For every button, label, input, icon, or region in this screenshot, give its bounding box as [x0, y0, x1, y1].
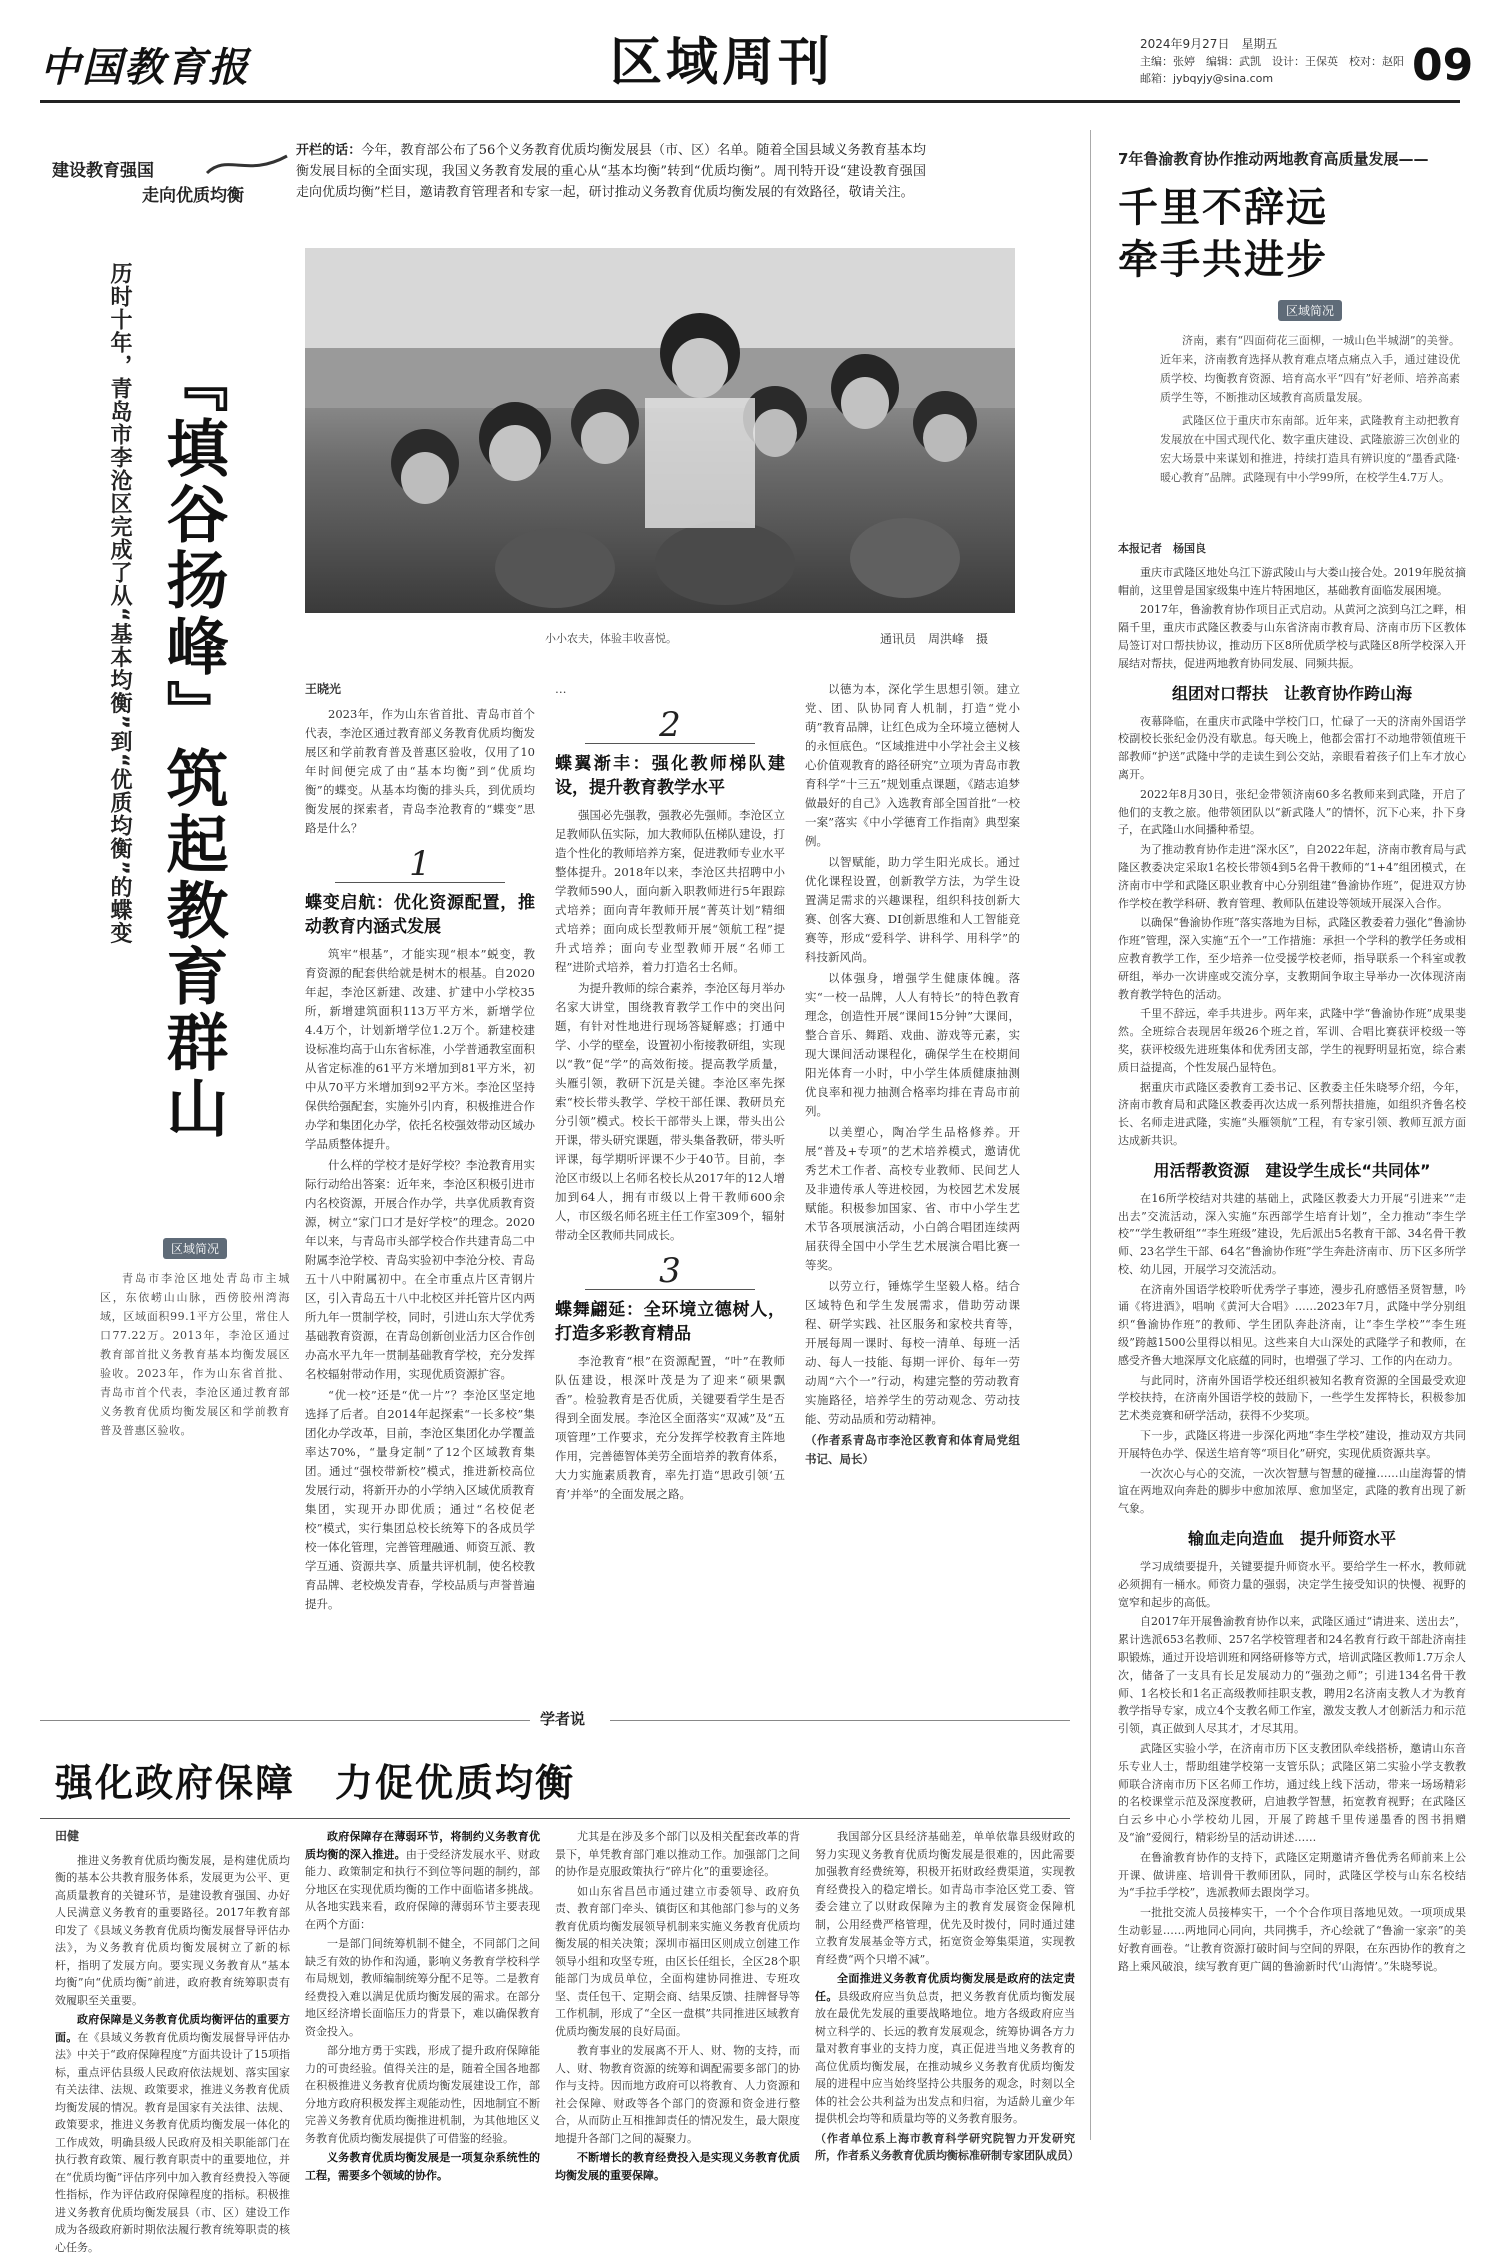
scholar-p7: 如山东省昌邑市通过建立市委领导、政府负责、教育部门牵头、镇街区和其他部门参与的义务教育优质均衡发展领导机制来实施义务教育优质均衡发展的相关决策；深圳市福田区则成立创建工作领导小组和攻坚专班，由区长任组长，全区28个职能部门为成员单位，全面构建协同推进、专班攻坚、责任包干、定期会商、结果反馈、挂牌督导等工作机制，形成了“全区一盘棋”共同推进区域教育优质均衡发展的良好局面。: [555, 1884, 800, 2038]
scholar-headline: 强化政府保障 力促优质均衡: [55, 1761, 576, 1805]
photo-caption: 小小农夫，体验丰收喜悦。: [545, 632, 677, 645]
main-right-divider: [1090, 130, 1091, 2140]
paper-name: 中国教育报: [40, 44, 250, 91]
sec1-title: 蝶变启航：优化资源配置，推动教育内涵式发展: [305, 893, 535, 937]
main-subtitle: 历时十年，青岛市李沧区完成了从“基本均衡”到“优质均衡”的蝶变: [107, 262, 132, 945]
scholar-p5: 部分地方勇于实践，形成了提升政府保障能力的可贵经验。值得关注的是，随着全国各地都在积极推进义务教育优质均衡发展建设工作，部分地方政府积极发挥主观能动性，因地制宜不断完善义务教育优质均衡推进机制，为其他地区义务教育优质均衡发展提供了可借鉴的经验。: [305, 2044, 540, 2145]
scholar-col-4: [815, 1828, 1079, 2162]
main-headline: 『填谷扬峰』筑起教育群山: [156, 350, 229, 1142]
region-box-left: [100, 1238, 290, 1440]
right-p18: 一批批交流人员接棒实干，一个个合作项目落地见效。一项项成果生动彰显……两地同心同向，共同携手，齐心绘就了“鲁渝一家亲”的美好教育画卷。“让教育资源打破时间与空间的界限，在东西协作的教育之路上乘风破浪，续写教育更广阔的鲁渝新时代‘山海情’。”朱晓琴说。: [1118, 1906, 1466, 1973]
main-author: 王晓光: [305, 682, 342, 696]
sec1-p1: 筑牢“根基”，才能实现“根本”蜕变，教育资源的配套供给就是树木的根基。自2020年起，李沧区新建、改建、扩建中小学校35所，新增建筑面积113万平方米，新增学位4.4万个，计划新增学位1.2万个。新建校建设标准均高于山东省标准，小学普通教室面积从省定标准的61平方米增加到81平方米，初中从70平方米增加到92平方米。李沧区坚持保供给强配套，实施外引内育，积极推进合作办学和集团化办学，依托名校强效带动区域办学品质整体提升。: [305, 947, 535, 1151]
scholar-p2: 在《县域义务教育优质均衡发展督导评估办法》中关于“政府保障程度”方面共设计了15项指标，重点评估县级人民政府依法规划、落实国家有关法律、法规、政策要求，推进义务教育优质均衡发展的情况。教育是国家有关法律、法规、政策要求，推进义务教育优质均衡发展一体化的工作成效，明确县级人民政府及相关职能部门在执行教育政策、履行教育职责中的重要地位，并在“优质均衡”评估序列中加入教育经费投入等硬性指标，作为评估政府保障程度的指标。积极推进义务教育优质均衡发展县（市、区）建设工作成为各级政府新时期依法履行教育统筹职责的核心任务。: [55, 2030, 291, 2254]
right-p15: 自2017年开展鲁渝教育协作以来，武隆区通过“请进来、送出去”，累计选派653名教师、257名学校管理者和24名教育行政干部赴济南挂职锻炼，通过开设培训班和网络研修等方式，培训武隆区教师1.7万余人次，储备了一支具有长足发展动力的“强劲之师”；引进134名骨干教师、1名校长和1名正高级教师挂职支教，聘用2名济南支教人才为教育教学指导专家，成立4个支教名师工作室，激发支教人才创新活力和示范引领，真正做到人尽其才，才尽其用。: [1118, 1615, 1466, 1736]
region-tag-left: 区域简况: [163, 1238, 227, 1259]
right-p17: 在鲁渝教育协作的支持下，武隆区定期邀请齐鲁优秀名师前来上公开课、做讲座、培训骨干教师团队，同时，武隆区学校与山东名校结为“手拉手学校”，选派教师去跟岗学习。: [1118, 1850, 1466, 1900]
sec3-p4: 以体强身，增强学生健康体魄。落实“一校一品牌，人人有特长”的特色教育理念，创造性开展“课间15分钟”大课间，整合音乐、舞蹈、戏曲、游戏等元素，实现大课间活动课程化，确保学生在校期间阳光体育一小时，中小学生体质健康抽测优良率和视力抽测合格率均排在青岛市前列。: [805, 971, 1020, 1118]
sec2-p2: 为提升教师的综合素养，李沧区每月举办名家大讲堂，围绕教育教学工作中的突出问题，有针对性地进行现场答疑解惑；打通中学、小学的壁垒，设置初小衔接教研组，实现以“教”促“学”的高效衔接。提高教学质量，头雁引领，教研下沉是关键。李沧区率先探索“校长带头教学、学校干部任课、教研员充分引领”模式。校长干部带头上课，带头出公开课，带头研究课题，带头集备教研，带头听评课，每学期听评课不少于40节。目前，李沧区市级以上名师名校长从2017年的12人增加到64人，拥有市级以上骨干教师600余人，市区级名师名班主任工作室309个，辐射带动全区教师共同成长。: [555, 981, 785, 1242]
sec3-p5: 以美塑心，陶冶学生品格修养。开展“普及+专项”的艺术培养模式，邀请优秀艺术工作者、高校专业教师、民间艺人及非遗传承人等进校园，为校园艺术发展赋能。积极参加国家、省、市中小学生艺术节各项展演活动，小白鸽合唱团连续两届获得全国中小学生艺术展演合唱比赛一等奖。: [805, 1125, 1020, 1272]
right-col: [1118, 540, 1466, 2152]
brush-wave-icon: [202, 148, 292, 178]
region-right-p2: 武隆区位于重庆市东南部。近年来，武隆教育主动把教育发展放在中国式现代化、数字重庆建设、武隆旅游三次创业的宏大场景中来谋划和推进，持续打造具有辨识度的“墨香武隆·暖心教育”品牌。武隆现有中小学99所，在校学生4.7万人。: [1160, 414, 1460, 484]
sec1-p3: “优一校”还是“优一片”？李沧区坚定地选择了后者。自2014年起探索“一长多校”集团化办学改革，目前，李沧区集团化办学覆盖率达70%，“量身定制”了12个区域教育集团。通过“强校带新校”模式，推进新校高位发展行动，将新开办的小学纳入区域优质教育集团，实现开办即优质；通过“名校促老校”模式，实行集团总校长统筹下的各成员学校一体化管理，完善管理融通、师资互派、教学互通、资源共享、质量共评机制，使名校教育品牌、老校焕发青春，学校品质与声誉普遍提升。: [305, 1388, 535, 1611]
scholar-p6-bold: 义务教育优质均衡发展是一项复杂系统性的工程，需要多个领域的协作。: [305, 2151, 540, 2182]
scholar-rule-left: [40, 1720, 530, 1721]
region-tag-right: 区域简况: [1278, 300, 1342, 321]
column-logo-line2: 走向优质均衡: [142, 186, 244, 206]
sec1-p3-cont: …: [555, 682, 567, 696]
region-right-p1: 济南，素有“四面荷花三面柳，一城山色半城湖”的美誉。近年来，济南教育选择从教育难点堵点痛点入手，通过建设优质学校、均衡教育资源、培育高水平“四有”好老师、培养高素质学生等，不断推动区域教育高质量发展。: [1160, 334, 1460, 404]
editor-credits: 主编：张婷 编辑：武凯 设计：王保英 校对：赵阳: [1140, 55, 1404, 68]
right-headline: [1118, 182, 1328, 286]
right-p1: 重庆市武隆区地处乌江下游武陵山与大娄山接合处。2019年脱贫摘帽前，这里曾是国家级集中连片特困地区，基础教育面临发展困境。: [1118, 565, 1466, 597]
sec3-title: 蝶舞翩延：全环境立德树人，打造多彩教育精品: [555, 1300, 785, 1344]
right-p14: 学习成绩要提升，关键要提升师资水平。要给学生一杯水，教师就必须拥有一桶水。师资力量的强弱，决定学生接受知识的快慢、视野的宽窄和起步的高低。: [1118, 1560, 1466, 1609]
right-p13: 一次次心与心的交流，一次次智慧与智慧的碰撞……山崖海誓的情谊在两地双向奔赴的脚步中愈加浓厚、愈加坚定，武隆的教育出现了新气象。: [1118, 1466, 1466, 1516]
right-p5: 为了推动教育协作走进“深水区”，自2022年起，济南市教育局与武隆区教委决定采取1名校长带领4到5名骨干教师的“1+4”组团模式，在济南市中学和武隆区职业教育中心分别组建“鲁渝协作班”，促进双方协作学校在教学科研、教育管理、教师队伍建设等领域开展深入合作。: [1118, 843, 1466, 910]
page-number: 09: [1412, 40, 1474, 91]
right-p16: 武隆区实验小学，在济南市历下区支教团队牵线搭桥，邀请山东音乐专业人士，帮助组建学校第一支管乐队；武隆区第二实验小学支教教师联合济南市历下区名师工作坊，通过线上线下活动，带来一场场精彩的名校课堂示范及深度教研，启迪教学智慧，拓宽教育视野；在武隆区白云乡中心小学校幼儿园，开展了跨越千里传递墨香的图书捐赠及“渝”爱阅行，精彩纷呈的活动讲述……: [1118, 1742, 1466, 1844]
region-text-left: 青岛市李沧区地处青岛市主城区，东依崂山山脉，西傍胶州湾海域，区域面积99.1平方公里，常住人口77.22万。2013年，李沧区通过教育部首批义务教育基本均衡发展区验收。2023年，作为山东省首批、青岛市首个代表，李沧区通过教育部义务教育优质均衡发展区和学前教育普及普惠区验收。: [100, 1272, 290, 1437]
scholar-p2-bold: 政府保障是义务教育优质均衡评估的重要方面。: [55, 2013, 290, 2044]
scholar-col-2: [305, 1828, 541, 2182]
right-p9: 在16所学校结对共建的基础上，武隆区教委大力开展“引进来”“走出去”交流活动，深入实施“东西部学生培育计划”，全力推动“李生学校”“学生教研组”“李生班级”建设，先后派出5名教育干部、34名骨干教师、23名学生干部、64名“鲁渝协作班”学生奔赴济南市、历下区多所学校、幼儿园，开展学习交流活动。: [1118, 1191, 1466, 1276]
scholar-p4: 一是部门间统筹机制不健全，不同部门之间缺乏有效的协作和沟通，影响义务教育学校科学布局规划，教师编制统筹分配不足等。二是教育经费投入难以满足优质均衡发展的需求。在部分地区经济增长面临压力的背景下，难以确保教育资金投入。: [305, 1937, 540, 2038]
scholar-p3-bold: 政府保障存在薄弱环节，将制约义务教育优质均衡的深入推进。: [305, 1830, 540, 1861]
main-col-3: [805, 680, 1020, 1692]
children-harvest-icon: [305, 248, 1015, 613]
scholar-headline-rule: [40, 1818, 1070, 1819]
scholar-end-note: （作者单位系上海市教育科学研究院智力开发研究所，作者系义务教育优质均衡标准研制专家团队成员）: [815, 2131, 1079, 2162]
right-p12: 下一步，武隆区将进一步深化两地“李生学校”建设，推动双方共同开展特色办学、保送生培育等“项目化”研究，实现优质资源共享。: [1118, 1429, 1466, 1460]
masthead-rule: [40, 100, 1460, 103]
photo-credit: 通讯员 周洪峰 摄: [880, 632, 989, 646]
right-p6: 以确保“鲁渝协作班”落实落地为目标，武隆区教委着力强化“鲁渝协作班”管理，深入实施“五个一”工作措施：承担一个学科的教学任务或相应教育教学工作，至少培养一位受援学校老师，指导联系一个科室或教研组，举办一次讲座或交流分享，支教期间争取主导举办一次体现济南教育教学特色的活动。: [1118, 916, 1466, 1001]
main-col-1: [305, 680, 535, 1692]
scholar-rule-right: [610, 1720, 1070, 1721]
main-end-note: （作者系青岛市李沧区教育和体育局党组书记、局长）: [805, 1433, 1020, 1466]
sec1-p2: 什么样的学校才是好学校？李沧教育用实际行动给出答案：近年来，李沧区积极引进市内名校资源，开展合作办学，共享优质教育资源，树立“家门口才是好学校”的理念。2020年以来，与青岛市头部学校合作共建青岛二中附属李沧学校、青岛实验初中李沧分校、青岛五十八中附属初中。在全市重点片区青钢片区，引入青岛五十八中北校区并托管片区内两所九年一贯制学校，同时，引进山东大学优秀基础教育资源，在青岛创新创业活力区合作创办高水平九年一贯制基础教育学校，充分发挥名校辐射带动作用，实现优质资源扩容。: [305, 1158, 535, 1381]
intro-block: [296, 140, 940, 203]
scholar-label: 学者说: [540, 1710, 586, 1728]
scholar-p9-bold: 不断增长的教育经费投入是实现义务教育优质均衡发展的重要保障。: [555, 2151, 800, 2182]
right-p4: 2022年8月30日，张纪金带领济南60多名教师来到武隆，开启了他们的支教之旅。他带领团队以“新武隆人”的情怀，沉下心来，扑下身子，在武隆山水间播种希望。: [1118, 787, 1466, 837]
region-box-right: [1160, 300, 1460, 487]
scholar-p3: 由于受经济发展水平、财政能力、政策制定和执行不到位等问题的制约，部分地区在实现优质均衡的工作中面临诸多挑战。从各地实践来看，政府保障的薄弱环节主要表现在两个方面：: [305, 1847, 541, 1931]
editor-email: 邮箱：jybqyjy@sina.com: [1140, 72, 1274, 85]
section-title: [610, 20, 834, 95]
right-sub3: 输血走向造血 提升师资水平: [1187, 1529, 1396, 1549]
sec1-number: 1: [409, 844, 431, 884]
scholar-col-3: [555, 1828, 800, 2182]
right-headline-line2: 牵手共进步: [1118, 237, 1328, 283]
right-p11: 与此同时，济南外国语学校还组织被知名教育资源的全国最受欢迎学校扶持，在济南外国语学校的鼓励下，一些学生发挥特长，积极参加艺术类竞赛和研学活动，获得不少奖项。: [1118, 1373, 1466, 1423]
intro-text: 今年，教育部公布了56个义务教育优质均衡发展县（市、区）名单。随着全国县域义务教育基本均衡发展目标的全面实现，我国义务教育发展的重心从“基本均衡”转到“优质均衡”。周刊特开设“建设教育强国 走向优质均衡”栏目，邀请教育管理者和专家一起，研讨推动义务教育优质均衡发展的有效路径，敬请关注。: [296, 143, 940, 200]
sec2-title: 蝶翼渐丰：强化教师梯队建设，提升教育教学水平: [555, 754, 785, 798]
scholar-p1: 推进义务教育优质均衡发展，是构建优质均衡的基本公共教育服务体系，发展更为公平、更高质量教育的关键环节，是建设教育强国、办好人民满意义务教育的重要路径。2017年教育部印发了《县域义务教育优质均衡发展督导评估办法》，为义务教育优质均衡发展树立了新的标杆，指明了发展方向。要实现义务教育从“基本均衡”向“优质均衡”前进，政府教育统筹职责有效履职至关重要。: [55, 1853, 290, 2007]
sec2-number: 2: [659, 705, 681, 745]
right-p2: 2017年，鲁渝教育协作项目正式启动。从黄河之滨到乌江之畔，相隔千里，重庆市武隆区教委与山东省济南市教育局、济南市历下区教体局签订对口帮扶协议，推动历下区8所优质学校与武隆区8所学校深入开展结对帮扶，促进两地教育协同发展、同频共振。: [1118, 603, 1466, 670]
column-logo: [52, 156, 282, 206]
masthead: [0, 0, 1500, 100]
issue-date: 2024年9月27日: [1140, 37, 1230, 51]
sec2-p1: 强国必先强教，强教必先强师。李沧区立足教师队伍实际，加大教师队伍梯队建设，打造个性化的教师培养方案，促进教师专业水平整体提升。2018年以来，李沧区共招聘中小学教师590人，面向新入职教师进行5年跟踪式培养；面向青年教师开展“菁英计划”精细式培养；面向成长型教师开展“领航工程”提升式培养；面向专业型教师开展“名师工程”进阶式培养，着力打造名士名师。: [555, 808, 785, 974]
issue-info: [1140, 36, 1440, 87]
intro-label: 开栏的话：: [296, 143, 362, 158]
right-p10: 在济南外国语学校聆听优秀学子事迹，漫步孔府感悟圣贤智慧，吟诵《将进酒》，唱响《黄河大合唱》……2023年7月，武隆中学分别组织“鲁渝协作班”的教师、学生团队奔赴济南，让“李生学校”“李生班级”跨越1500公里得以相见。这些来自大山深处的武隆学子和教师，在感受齐鲁大地深厚文化底蕴的同时，也增强了学习、工作的内在动力。: [1118, 1282, 1466, 1367]
sec3-p2: 以德为本，深化学生思想引领。建立党、团、队协同育人机制，打造“党小萌”教育品牌，让红色成为全环境立德树人的永恒底色。“区域推进中小学社会主义核心价值观教育的路径研究”立项为青岛市教育科学“十三五”规划重点课题，《踏志追梦做最好的自己》入选教育部全国首批“一校一案”落实《中小学德育工作指南》典型案例。: [805, 682, 1020, 848]
scholar-author: 田健: [55, 1829, 80, 1843]
scholar-p10-bold: 全面推进义务教育优质均衡发展是政府的法定责任。: [815, 1972, 1075, 2003]
scholar-col-1: [55, 1828, 291, 2254]
scholar-p8: 教育事业的发展离不开人、财、物的支持，而人、财、物教育资源的统筹和调配需要多部门的协作与支持。因而地方政府可以将教育、人力资源和社会保障、财政等各个部门的资源和资金进行整合，从而防止互相推卸责任的情况发生，最大限度地提升各部门之间的凝聚力。: [555, 2044, 800, 2145]
section-title-a: 区域: [610, 33, 723, 93]
sec3-p6: 以劳立行，锤炼学生坚毅人格。结合区域特色和学生发展需求，借助劳动课程、研学实践、社区服务和家校共育等，开展每周一课时、每校一清单、每班一活动、每人一技能、每期一评价、每年一劳动周“六个一”行动，构建完整的劳动教育实施路径，培养学生的劳动观念、劳动技能、劳动品质和劳动精神。: [805, 1279, 1020, 1426]
right-p7: 千里不辞远，牵手共进步。两年来，武隆中学“鲁渝协作班”成果斐然。全班综合表现居年级26个班之首，军训、合唱比赛获评校级一等奖，获评校级先进班集体和优秀团支部，学生的视野明显拓宽，综合素质日益提高，个性发展凸显特色。: [1118, 1007, 1466, 1074]
right-kicker: 7年鲁渝教育协作推动两地教育高质量发展——: [1118, 150, 1429, 168]
right-sub2: 用活帮教资源 建设学生成长“共同体”: [1153, 1160, 1431, 1180]
right-headline-line1: 千里不辞远: [1118, 185, 1328, 231]
scholar-p10: 县级政府应当负总责，把义务教育优质均衡发展放在最优先发展的重要战略地位。地方各级政府应当树立科学的、长远的教育发展观念，统筹协调各方力量对教育事业的支持力度，真正促进当地义务教育的高位优质均衡发展，在推动城乡义务教育优质均衡发展的进程中应当始终坚持公共服务的观念，时刻以全体的社会公共利益为出发点和归宿，为适龄儿童少年提供机会均等和质量均等的义务教育服务。: [815, 1989, 1076, 2125]
main-photo: [305, 248, 1015, 613]
right-author: 本报记者 杨国良: [1118, 542, 1206, 555]
main-p1: 2023年，作为山东省首批、青岛市首个代表，李沧区通过教育部义务教育优质均衡发展区和学前教育普及普惠区验收，仅用了10年时间便完成了由“基本均衡”到“优质均衡”的蝶变。从基本均衡的排头兵，到优质均衡发展的探索者，青岛李沧教育的“蝶变”思路是什么？: [305, 707, 535, 835]
right-sub1: 组团对口帮扶 让教育协作跨山海: [1171, 683, 1412, 703]
right-p8: 据重庆市武隆区委教育工委书记、区教委主任朱晓琴介绍，今年，济南市教育局和武隆区教委再次达成一系列帮扶措施，如组织齐鲁名校长、名师走进武隆，实施“头雁领航”工程，有专家引领、教师互派方面达成新共识。: [1118, 1080, 1466, 1147]
column-logo-line1: 建设教育强国: [52, 161, 154, 181]
sec3-number: 3: [659, 1251, 681, 1291]
issue-weekday: 星期五: [1241, 37, 1278, 51]
scholar-p6: 尤其是在涉及多个部门以及相关配套改革的背景下，单凭教育部门难以推动工作。加强部门之间的协作是克服政策执行“碎片化”的重要途径。: [555, 1830, 800, 1878]
main-col-2: [555, 680, 785, 1692]
section-title-b: 周刊: [722, 33, 835, 93]
right-p3: 夜幕降临，在重庆市武隆中学校门口，忙碌了一天的济南外国语学校副校长张纪金仍没有歇息。每天晚上，他都会雷打不动地带领值班干部教师“护送”武隆中学的走读生到公交站，亲眼看着孩子们上车才放心离开。: [1118, 714, 1466, 781]
sec3-p1: 李沧教育“根”在资源配置，“叶”在教师队伍建设，根深叶茂是为了迎来“硕果飘香”。检验教育是否优质，关键要看学生是否得到全面发展。李沧区全面落实“双减”及“五项管理”工作要求，充分发挥学校教育主阵地作用，完善德智体美劳全面培养的教育体系，大力实施素质教育，率先打造“思政引领‘五育’并举”的全面发展之路。: [555, 1354, 785, 1501]
sec3-p3: 以智赋能，助力学生阳光成长。通过优化课程设置，创新教学方法，为学生设置满足需求的兴趣课程，组织科技创新大赛、创客大赛、DI创新思维和人工智能竞赛等，形成“爱科学、讲科学、用科学”的科技新风尚。: [805, 855, 1020, 964]
scholar-p9: 我国部分区县经济基础差，单单依靠县级财政的努力实现义务教育优质均衡发展是很难的，因此需要加强教育经费统筹，积极开拓财政经费渠道，实现教育经费投入的稳定增长。如青岛市李沧区党工委、管委会建立了以财政保障为主的教育发展资金保障机制，公用经费严格管理，优先及时拨付，同时通过建立教育发展基金等方式，拓宽资金筹集渠道，实现教育经费“两个只增不减”。: [815, 1830, 1075, 1966]
